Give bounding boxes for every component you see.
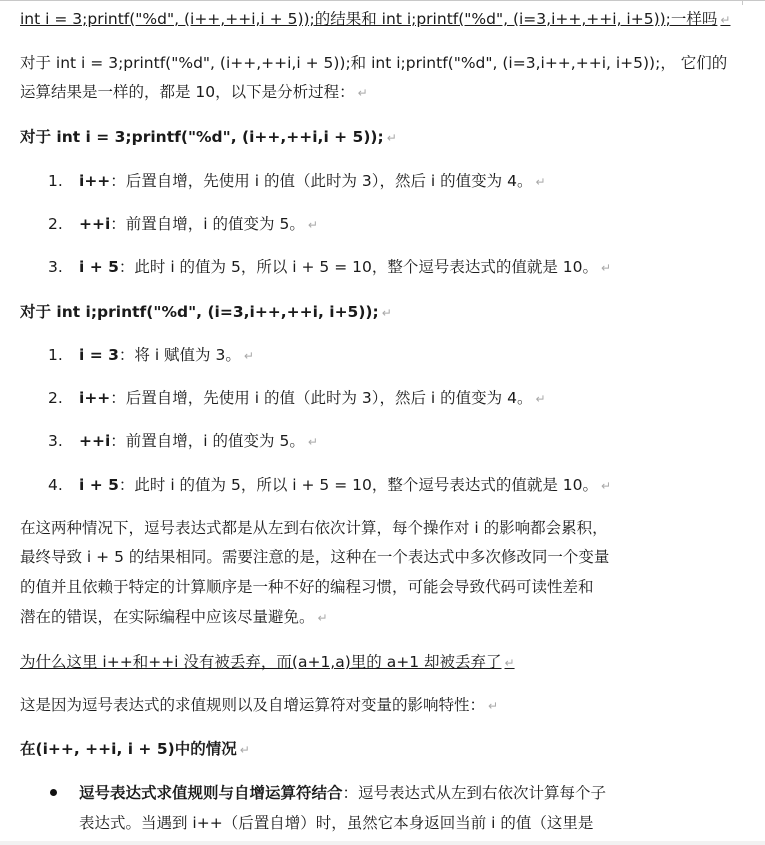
paragraph-mark-icon: ↵	[381, 306, 392, 320]
list-item-text: ：前置自增，i 的值变为 5。	[110, 215, 305, 233]
bullet-line-1-rest: ：逗号表达式从左到右依次计算每个子	[342, 784, 607, 802]
page-top-border	[0, 0, 765, 1]
list-item-number: 3.	[48, 432, 63, 450]
list-item-code: i + 5	[79, 258, 119, 276]
list-item-number: 3.	[48, 258, 63, 276]
intro-line-1	[20, 52, 727, 74]
list-item-number: 4.	[48, 476, 63, 494]
summary-line: 最终导致 i + 5 的结果相同。需要注意的是，这种在一个表达式中多次修改同一个变量	[20, 548, 610, 566]
page-bottom-edge	[0, 841, 765, 845]
page-corner-mark	[742, 0, 743, 5]
list-item-text: ：后置自增，先使用 i 的值（此时为 3），然后 i 的值变为 4。	[110, 172, 533, 190]
paragraph-mark-icon: ↵	[535, 392, 546, 406]
list-item	[79, 344, 254, 367]
list-item-text: ：后置自增，先使用 i 的值（此时为 3），然后 i 的值变为 4。	[110, 389, 533, 407]
section3-heading	[20, 738, 250, 761]
bullet-item-line-1	[79, 782, 606, 804]
list-item-text: ：此时 i 的值为 5，所以 i + 5 = 10，整个逗号表达式的值就是 10。	[118, 476, 598, 494]
paragraph-mark-icon: ↵	[307, 218, 318, 232]
intro-line-2-text: 运算结果是一样的，都是 10，以下是分析过程：	[20, 83, 355, 101]
paragraph-mark-icon: ↵	[488, 699, 499, 713]
summary-line-text: 潜在的错误，在实际编程中应该尽量避免。	[20, 608, 315, 626]
bullet-title: 逗号表达式求值规则与自增运算符结合	[79, 784, 343, 802]
paragraph-mark-icon: ↵	[317, 611, 328, 625]
explain-line-text: 这是因为逗号表达式的求值规则以及自增运算符对变量的影响特性：	[20, 696, 486, 714]
intro-line-2	[20, 81, 368, 104]
summary-line: 在这两种情况下，逗号表达式都是从左到右依次计算，每个操作对 i 的影响都会累积，	[20, 519, 608, 537]
bullet-icon	[50, 789, 57, 796]
list-item-number: 1.	[48, 346, 63, 364]
list-item	[79, 474, 611, 497]
list-item-code: i++	[79, 389, 111, 407]
list-item	[79, 213, 318, 236]
list-item-code: i + 5	[79, 476, 119, 494]
paragraph-mark-icon: ↵	[601, 479, 612, 493]
paragraph-mark-icon: ↵	[535, 175, 546, 189]
paragraph-mark-icon: ↵	[720, 13, 731, 27]
list-item-number: 2.	[48, 215, 63, 233]
summary-line-last	[20, 606, 328, 629]
intro-line-1-text: 对于 int i = 3;printf("%d", (i++,++i,i + 5));和 int i;printf("%d", (i=3,i++,++i, i+5));， 它们的	[20, 54, 728, 72]
section2-heading-text: 对于 int i;printf("%d", (i=3,i++,++i, i+5));	[20, 303, 379, 321]
list-item-code: ++i	[79, 215, 111, 233]
list-item-code: ++i	[79, 432, 111, 450]
summary-line: 的值并且依赖于特定的计算顺序是一种不好的编程习惯，可能会导致代码可读性差和	[20, 578, 594, 596]
bullet-item-line-2: 表达式。当遇到 i++（后置自增）时，虽然它本身返回当前 i 的值（这里是	[79, 814, 594, 832]
paragraph-mark-icon: ↵	[386, 131, 397, 145]
explain-line	[20, 694, 498, 717]
paragraph-mark-icon: ↵	[357, 86, 368, 100]
paragraph-mark-icon: ↵	[307, 435, 318, 449]
list-item-text: ：此时 i 的值为 5，所以 i + 5 = 10，整个逗号表达式的值就是 10。	[118, 258, 598, 276]
question-heading-text: int i = 3;printf("%d", (i++,++i,i + 5));的结果和 int i;printf("%d", (i=3,i++,++i, i+5));一样吗	[20, 10, 718, 28]
list-item-text: ：将 i 赋值为 3。	[118, 346, 241, 364]
section3-heading-text: 在(i++, ++i, i + 5)中的情况	[20, 740, 237, 758]
question2-heading	[20, 651, 515, 674]
paragraph-mark-icon: ↵	[239, 743, 250, 757]
list-item-number: 2.	[48, 389, 63, 407]
list-item	[79, 430, 318, 453]
list-item	[79, 256, 611, 279]
list-item-number: 1.	[48, 172, 63, 190]
list-item	[79, 387, 546, 410]
paragraph-mark-icon: ↵	[601, 261, 612, 275]
paragraph-mark-icon: ↵	[504, 656, 515, 670]
list-item-text: ：前置自增，i 的值变为 5。	[110, 432, 305, 450]
section1-heading-text: 对于 int i = 3;printf("%d", (i++,++i,i + 5));	[20, 128, 384, 146]
list-item-code: i = 3	[79, 346, 119, 364]
section2-heading	[20, 301, 392, 324]
list-item-code: i++	[79, 172, 111, 190]
question-heading	[20, 8, 730, 31]
list-item	[79, 170, 546, 193]
section1-heading	[20, 126, 397, 149]
paragraph-mark-icon: ↵	[243, 349, 254, 363]
question2-text: 为什么这里 i++和++i 没有被丢弃，而(a+1,a)里的 a+1 却被丢弃了	[20, 653, 502, 671]
